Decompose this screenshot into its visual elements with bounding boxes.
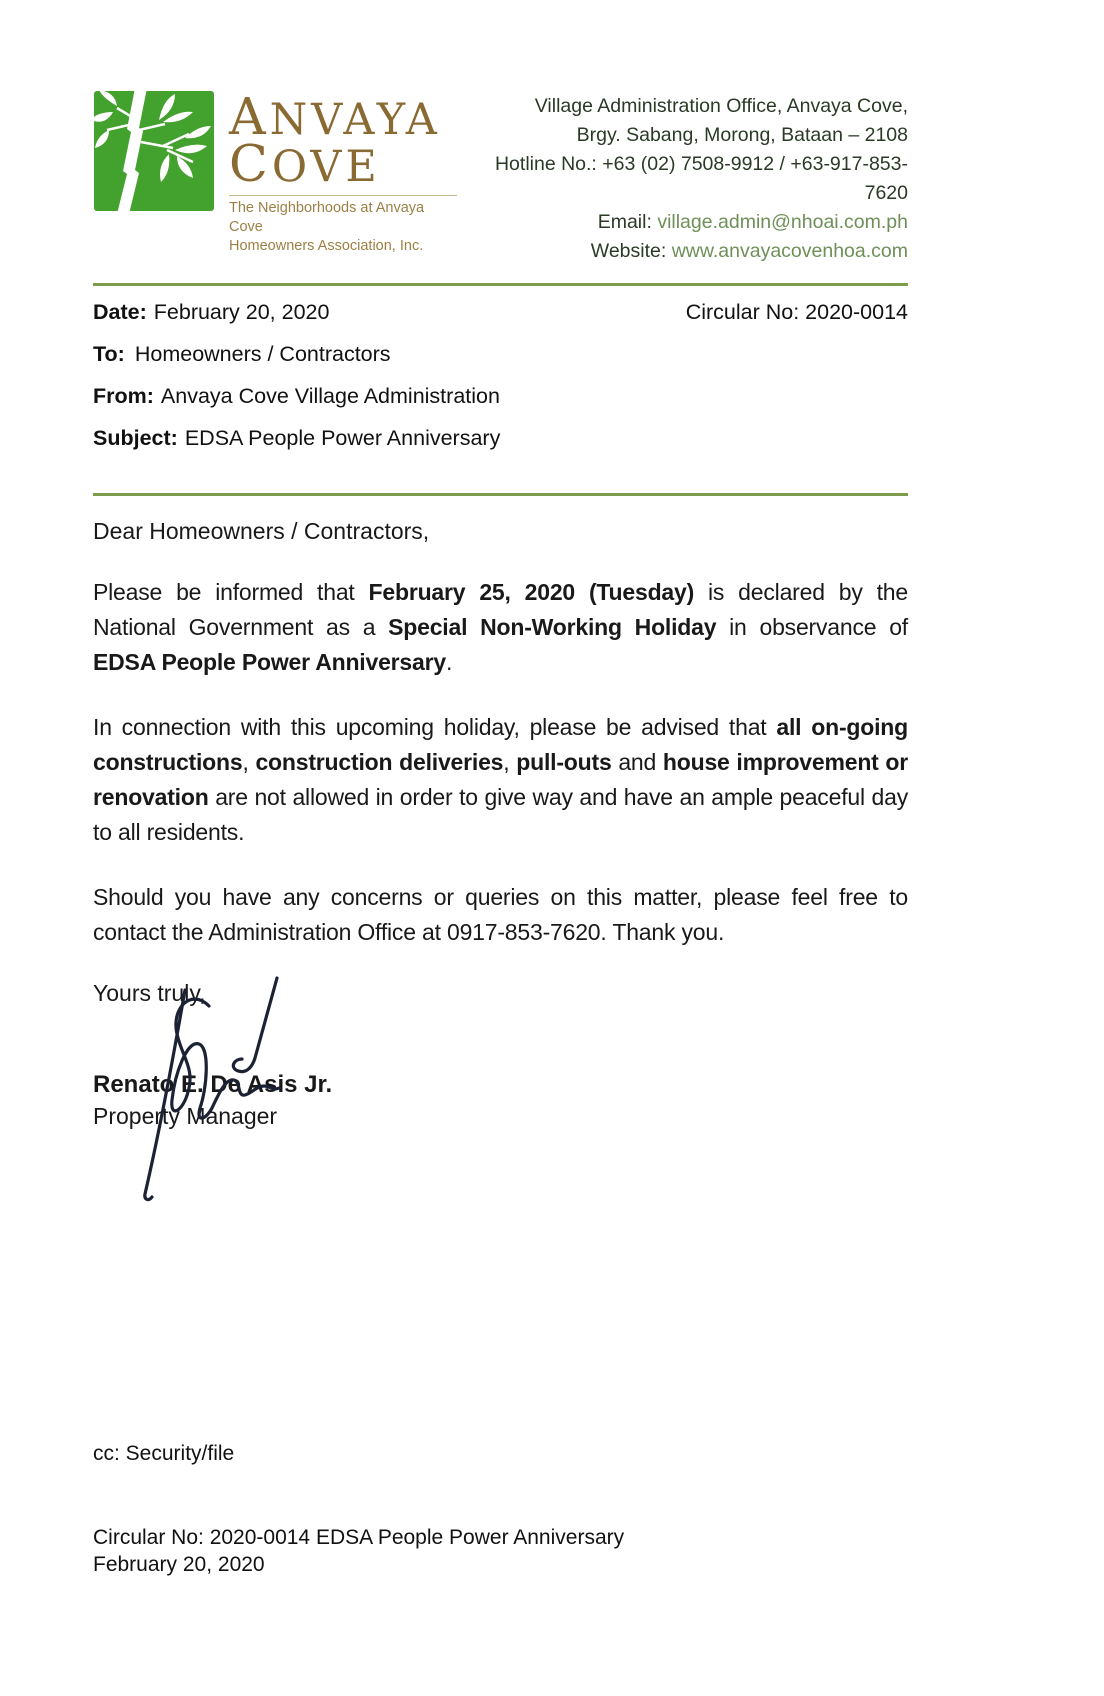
logo-tagline-line2: Homeowners Association, Inc. — [229, 238, 424, 255]
subject-value: EDSA People Power Anniversary — [184, 426, 501, 450]
bold-text: house improvement or renovation — [93, 749, 909, 810]
logo-tagline-line1: The Neighborhoods at Anvaya Cove — [229, 200, 425, 236]
bold-text: February 25, 2020 (Tuesday) — [368, 579, 695, 605]
from-row — [93, 384, 908, 409]
header-divider — [93, 283, 908, 286]
footer — [93, 1524, 908, 1578]
contact-email-line — [457, 208, 908, 237]
date-label: Date: — [93, 300, 147, 324]
body-text: is declared by the National Government as a — [93, 579, 908, 640]
body-text: and — [611, 749, 663, 775]
bold-text: pull-outs — [516, 749, 612, 775]
contact-hotline: Hotline No.: +63 (02) 7508-9912 / +63-917-853-7620 — [494, 153, 908, 204]
brand-name-line2: COVE — [229, 133, 381, 193]
from-line — [93, 384, 500, 409]
logo-text — [229, 87, 457, 256]
body-text: in observance of — [716, 614, 908, 640]
from-value: Anvaya Cove Village Administration — [160, 384, 500, 408]
to-line — [93, 342, 391, 367]
subject-line — [93, 426, 500, 451]
signature-space — [93, 1007, 908, 1071]
footer-date-line: February 20, 2020 — [93, 1553, 265, 1576]
email-label: Email: — [597, 211, 658, 233]
contact-website-line — [457, 237, 908, 266]
cc-line: cc: Security/file — [93, 1442, 235, 1465]
signer-name: Renato E. De Asis Jr. — [93, 1071, 333, 1098]
body-text: . — [445, 649, 453, 675]
bold-text: Special Non-Working Holiday — [388, 614, 717, 640]
bold-text: EDSA People Power Anniversary — [93, 649, 446, 675]
website-label: Website: — [590, 240, 672, 262]
letterhead — [93, 87, 908, 266]
website-link[interactable]: www.anvayacovenhoa.com — [671, 240, 908, 262]
body-text: , — [242, 749, 256, 775]
paragraph-2 — [93, 710, 908, 850]
closing-phrase: Yours truly, — [93, 980, 206, 1006]
subject-row — [93, 426, 908, 451]
to-label: To: — [93, 342, 125, 366]
from-label: From: — [93, 384, 154, 408]
bold-text: construction deliveries — [255, 749, 504, 775]
date-row — [93, 300, 908, 325]
signature-block — [93, 980, 908, 1130]
to-value: Homeowners / Contractors — [134, 342, 391, 366]
date-value: February 20, 2020 — [153, 300, 330, 324]
contact-block — [457, 90, 908, 266]
salutation: Dear Homeowners / Contractors, — [93, 518, 430, 544]
paragraph-1 — [93, 575, 908, 680]
body-text: In connection with this upcoming holiday, please be advised that — [93, 714, 777, 740]
contact-address-line2: Brgy. Sabang, Morong, Bataan – 2108 — [576, 124, 908, 146]
subject-label: Subject: — [93, 426, 178, 450]
body-text: are not allowed in order to give way and have an ample peaceful day to all residents. — [93, 784, 908, 845]
body-text: , — [503, 749, 517, 775]
signer-title: Property Manager — [93, 1103, 278, 1129]
bamboo-logo-icon — [93, 90, 215, 212]
circular-number: Circular No: 2020-0014 — [685, 300, 908, 324]
meta-divider — [93, 493, 908, 496]
company-logo — [93, 87, 457, 256]
logo-tagline — [229, 195, 457, 256]
date-line — [93, 300, 329, 325]
to-row — [93, 342, 908, 367]
email-link[interactable]: village.admin@nhoai.com.ph — [657, 211, 908, 233]
body-text: Please be informed that — [93, 579, 369, 605]
footer-circular-line: Circular No: 2020-0014 EDSA People Power Anniversary — [93, 1526, 625, 1549]
bold-text: all on-going constructions — [93, 714, 908, 775]
contact-address-line1: Village Administration Office, Anvaya Cove, — [534, 95, 908, 117]
brand-name-line1: ANVAYA — [229, 87, 441, 146]
paragraph-3: Should you have any concerns or queries on this matter, please feel free to contact the Administration Office at 0917-853-7620. Thank you. — [93, 884, 908, 945]
letter-meta — [93, 300, 908, 451]
